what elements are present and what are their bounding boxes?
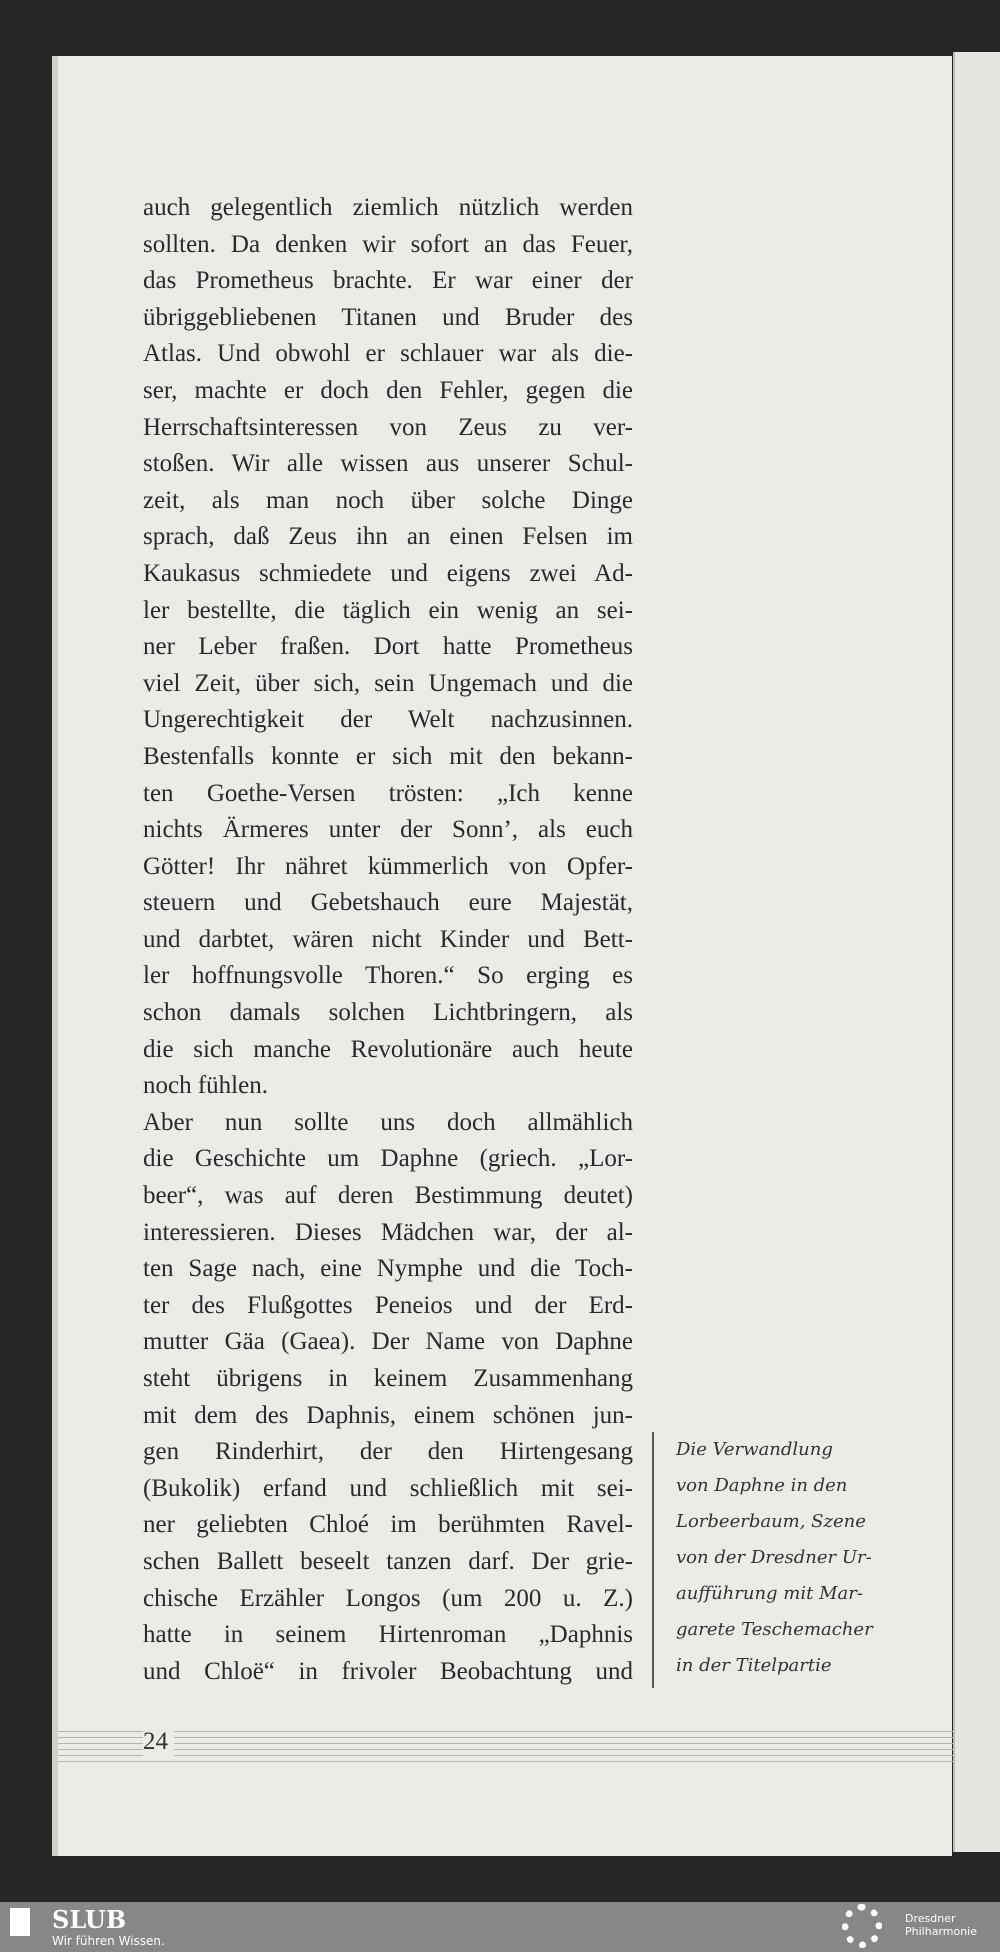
text-line: noch fühlen. <box>143 1072 268 1100</box>
text-line: das Prometheus brachte. Er war einer der <box>143 267 633 295</box>
text-line: Götter! Ihr nähret kümmerlich von Opfer- <box>143 852 633 880</box>
text-line: viel Zeit, über sich, sein Ungemach und die <box>143 669 633 697</box>
text-line: chische Erzähler Longos (um 200 u. Z.) <box>143 1584 633 1612</box>
text-line: und darbtet, wären nicht Kinder und Bett- <box>143 925 633 953</box>
text-line: die Geschichte um Daphne (griech. „Lor- <box>143 1145 633 1173</box>
caption-line: von der Dresdner Ur- <box>676 1547 872 1568</box>
text-line: nichts Ärmeres unter der Sonn’, als euch <box>143 816 633 844</box>
text-line: sollten. Da denken wir sofort an das Feuer, <box>143 230 633 258</box>
text-line: Bestenfalls konnte er sich mit den bekann- <box>143 742 633 770</box>
text-line: schon damals solchen Lichtbringern, als <box>143 999 633 1027</box>
caption-line: aufführung mit Mar- <box>676 1583 863 1604</box>
philharmonie-logo[interactable] <box>905 1912 977 1938</box>
caption-line: Die Verwandlung <box>676 1439 833 1460</box>
text-line: beer“, was auf deren Bestimmung deutet) <box>143 1182 633 1210</box>
text-line: die sich manche Revolutionäre auch heute <box>143 1035 633 1063</box>
text-line: ner Leber fraßen. Dort hatte Prometheus <box>143 633 633 661</box>
text-line: sprach, daß Zeus ihn an einen Felsen im <box>143 523 633 551</box>
text-line: auch gelegentlich ziemlich nützlich werden <box>143 194 633 221</box>
text-line: mit dem des Daphnis, einem schönen jun- <box>143 1401 633 1429</box>
text-line: Ungerechtigkeit der Welt nachzusinnen. <box>143 706 633 734</box>
text-line: ner geliebten Chloé im berühmten Ravel- <box>143 1511 633 1539</box>
text-line: ten Sage nach, eine Nymphe und die Toch- <box>143 1255 633 1283</box>
caption-line: in der Titelpartie <box>676 1655 832 1676</box>
text-line: stoßen. Wir alle wissen aus unserer Schul- <box>143 450 633 478</box>
text-line: Aber nun sollte uns doch allmählich <box>143 1108 633 1136</box>
next-page-edge <box>953 52 1000 1852</box>
slub-book-icon <box>10 1908 30 1936</box>
text-line: Herrschaftsinteressen von Zeus zu ver- <box>143 413 633 441</box>
page-number: 24 <box>143 1728 174 1756</box>
body-text <box>143 190 633 1690</box>
partner-line-2: Philharmonie <box>905 1925 977 1938</box>
footer-rules <box>58 1731 953 1767</box>
slub-logo[interactable]: SLUB <box>52 1905 127 1934</box>
text-line: ler bestellte, die täglich ein wenig an sei- <box>143 596 633 624</box>
text-line: (Bukolik) erfand und schließlich mit sei- <box>143 1474 633 1502</box>
text-line: und Chloë“ in frivoler Beobachtung und <box>143 1657 633 1685</box>
text-line: Atlas. Und obwohl er schlauer war als die- <box>143 340 633 368</box>
text-line: ter des Flußgottes Peneios und der Erd- <box>143 1291 633 1319</box>
caption-rule <box>652 1432 654 1688</box>
partner-line-1: Dresdner <box>905 1912 956 1925</box>
page-edge <box>52 56 58 1856</box>
text-line: steht übrigens in keinem Zusammenhang <box>143 1365 633 1392</box>
image-caption <box>676 1432 873 1684</box>
philharmonie-logo-icon <box>842 1904 882 1948</box>
caption-line: Lorbeerbaum, Szene <box>676 1511 866 1532</box>
text-line: gen Rinderhirt, der den Hirtengesang <box>143 1438 633 1466</box>
text-line: steuern und Gebetshauch eure Majestät, <box>143 889 633 917</box>
text-line: ser, machte er doch den Fehler, gegen die <box>143 376 633 404</box>
text-line: schen Ballett beseelt tanzen darf. Der grie- <box>143 1547 633 1575</box>
text-line: hatte in seinem Hirtenroman „Daphnis <box>143 1621 633 1649</box>
text-line: Kaukasus schmiedete und eigens zwei Ad- <box>143 559 633 587</box>
viewer-footer <box>0 1902 1000 1952</box>
text-line: interessieren. Dieses Mädchen war, der al- <box>143 1218 633 1246</box>
slub-tagline: Wir führen Wissen. <box>52 1934 165 1948</box>
text-line: ler hoffnungsvolle Thoren.“ So erging es <box>143 962 633 990</box>
text-line: ten Goethe-Versen trösten: „Ich kenne <box>143 779 633 807</box>
caption-line: von Daphne in den <box>676 1475 848 1496</box>
caption-line: garete Teschemacher <box>676 1619 873 1640</box>
text-line: übriggebliebenen Titanen und Bruder des <box>143 303 633 331</box>
text-line: zeit, als man noch über solche Dinge <box>143 486 633 514</box>
text-line: mutter Gäa (Gaea). Der Name von Daphne <box>143 1328 633 1356</box>
